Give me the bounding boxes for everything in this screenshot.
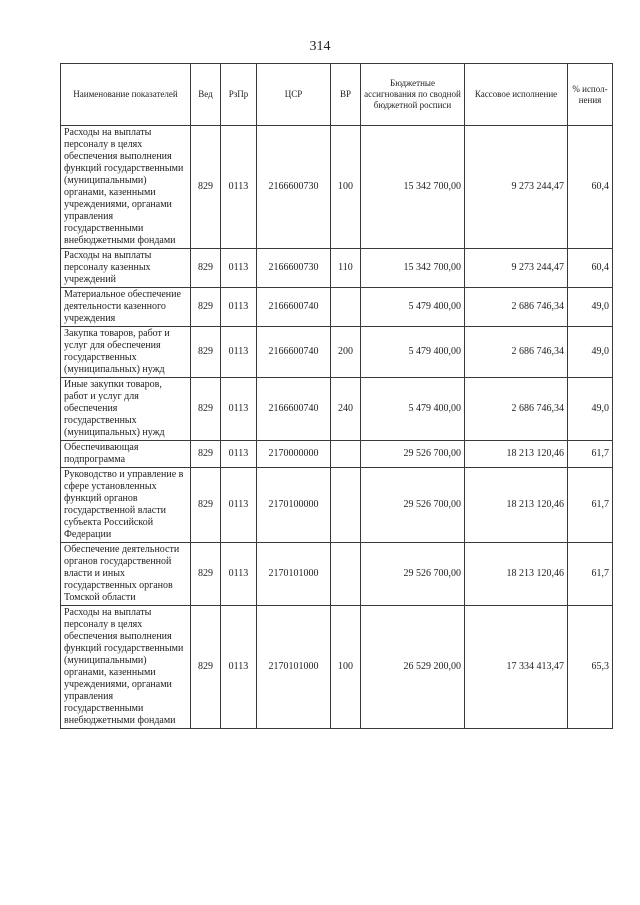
cell-budget: 5 479 400,00 [361,288,465,327]
header-name: Наименование показателей [61,64,191,126]
cell-cash: 18 213 120,46 [465,468,568,543]
cell-name: Иные закупки товаров, работ и услуг для обеспечения государственных (муниципальных) нужд [61,378,191,441]
header-budget: Бюджетные ассигнования по сводной бюджетной росписи [361,64,465,126]
cell-percent: 61,7 [568,543,613,606]
cell-ved: 829 [191,468,221,543]
cell-rzpr: 0113 [221,606,257,729]
cell-budget: 29 526 700,00 [361,468,465,543]
cell-vr [331,441,361,468]
cell-budget: 15 342 700,00 [361,126,465,249]
cell-ved: 829 [191,249,221,288]
cell-percent: 49,0 [568,288,613,327]
cell-cash: 9 273 244,47 [465,249,568,288]
cell-vr: 100 [331,126,361,249]
header-vr: ВР [331,64,361,126]
cell-ved: 829 [191,327,221,378]
cell-name: Расходы на выплаты персоналу в целях обеспечения выполнения функций государственными (муниципальными) органами, казенными учреждениями, органами управления государственными внебюджетными фондами [61,126,191,249]
cell-ved: 829 [191,288,221,327]
cell-cash: 9 273 244,47 [465,126,568,249]
cell-csr: 2166600730 [257,126,331,249]
cell-cash: 2 686 746,34 [465,327,568,378]
cell-csr: 2170000000 [257,441,331,468]
table-row [61,327,613,378]
cell-rzpr: 0113 [221,468,257,543]
cell-percent: 60,4 [568,249,613,288]
header-csr: ЦСР [257,64,331,126]
cell-rzpr: 0113 [221,543,257,606]
cell-vr: 200 [331,327,361,378]
cell-name: Обеспечение деятельности органов государственной власти и иных государственных органов Томской области [61,543,191,606]
table-row [61,543,613,606]
page-number: 314 [309,39,331,54]
cell-rzpr: 0113 [221,441,257,468]
cell-budget: 29 526 700,00 [361,441,465,468]
table-header-row [61,64,613,126]
cell-rzpr: 0113 [221,378,257,441]
cell-vr [331,288,361,327]
table-row [61,249,613,288]
cell-budget: 5 479 400,00 [361,378,465,441]
cell-vr: 110 [331,249,361,288]
header-rzpr: РзПр [221,64,257,126]
cell-csr: 2170101000 [257,543,331,606]
cell-cash: 2 686 746,34 [465,378,568,441]
table-row [61,126,613,249]
cell-csr: 2166600740 [257,378,331,441]
cell-vr: 100 [331,606,361,729]
cell-name: Обеспечивающая подпрограмма [61,441,191,468]
cell-csr: 2166600740 [257,327,331,378]
cell-ved: 829 [191,606,221,729]
cell-rzpr: 0113 [221,249,257,288]
cell-csr: 2166600740 [257,288,331,327]
cell-name: Расходы на выплаты персоналу в целях обеспечения выполнения функций государственными (муниципальными) органами, казенными учреждениями, органами управления государственными внебюджетными фондами [61,606,191,729]
cell-percent: 49,0 [568,378,613,441]
cell-csr: 2166600730 [257,249,331,288]
cell-ved: 829 [191,441,221,468]
cell-percent: 60,4 [568,126,613,249]
cell-budget: 29 526 700,00 [361,543,465,606]
cell-budget: 26 529 200,00 [361,606,465,729]
cell-cash: 17 334 413,47 [465,606,568,729]
cell-rzpr: 0113 [221,288,257,327]
table-row [61,288,613,327]
cell-percent: 65,3 [568,606,613,729]
table-row [61,378,613,441]
cell-budget: 5 479 400,00 [361,327,465,378]
header-ved: Вед [191,64,221,126]
cell-percent: 61,7 [568,468,613,543]
table-row [61,468,613,543]
cell-vr: 240 [331,378,361,441]
cell-name: Руководство и управление в сфере установленных функций органов государственной власти субъекта Российской Федерации [61,468,191,543]
cell-cash: 2 686 746,34 [465,288,568,327]
cell-ved: 829 [191,543,221,606]
table-row [61,441,613,468]
cell-rzpr: 0113 [221,126,257,249]
cell-percent: 61,7 [568,441,613,468]
budget-execution-table [60,63,613,729]
cell-csr: 2170100000 [257,468,331,543]
header-cash: Кассовое исполнение [465,64,568,126]
cell-ved: 829 [191,126,221,249]
cell-ved: 829 [191,378,221,441]
cell-vr [331,468,361,543]
cell-csr: 2170101000 [257,606,331,729]
cell-name: Материальное обеспечение деятельности казенного учреждения [61,288,191,327]
cell-name: Расходы на выплаты персоналу казенных учреждений [61,249,191,288]
cell-vr [331,543,361,606]
header-percent: % испол-нения [568,64,613,126]
cell-name: Закупка товаров, работ и услуг для обеспечения государственных (муниципальных) нужд [61,327,191,378]
cell-cash: 18 213 120,46 [465,543,568,606]
cell-percent: 49,0 [568,327,613,378]
cell-cash: 18 213 120,46 [465,441,568,468]
cell-rzpr: 0113 [221,327,257,378]
table-row [61,606,613,729]
cell-budget: 15 342 700,00 [361,249,465,288]
